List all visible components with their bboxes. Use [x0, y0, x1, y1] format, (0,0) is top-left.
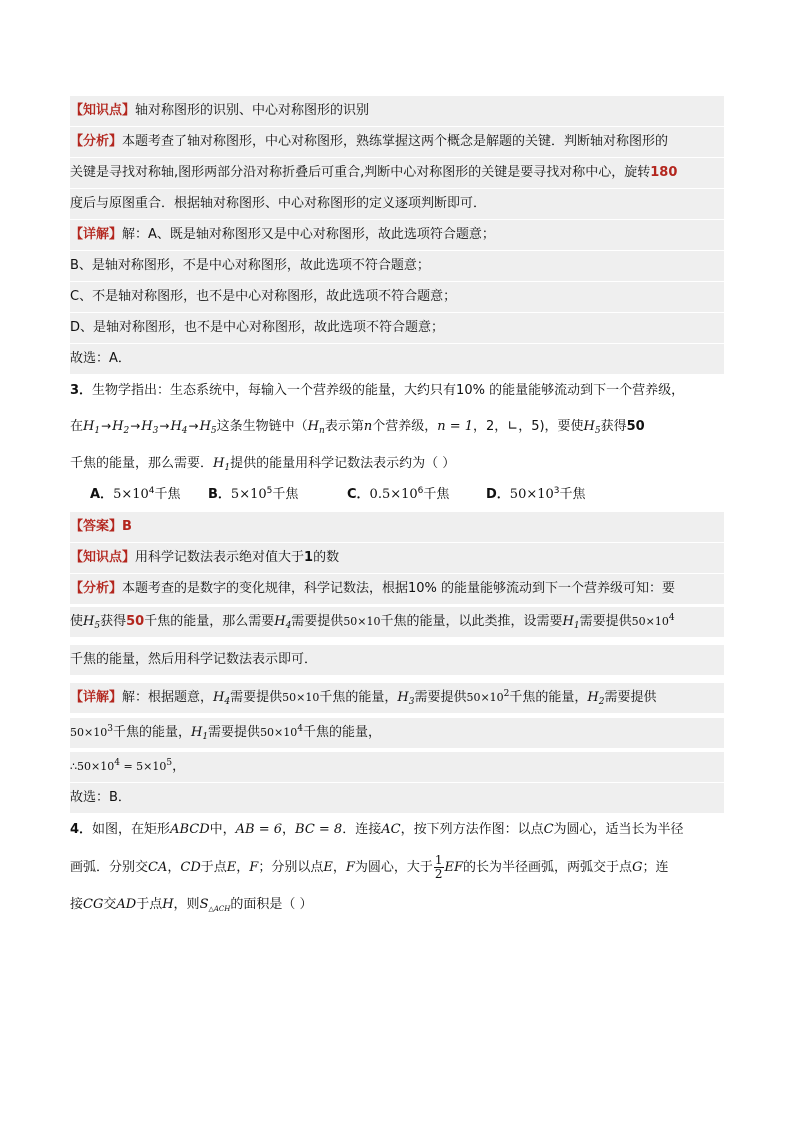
question-text: 中， — [209, 822, 236, 837]
analysis-text: 本题考查的是数字的变化规律，科学记数法，根据10% 的能量能够流动到下一个营养级可知：要 — [122, 581, 676, 596]
question-text: 的长为半径画弧，两弧交于点 — [463, 860, 633, 875]
math-var: CG — [83, 897, 104, 912]
question-number: 3． — [70, 383, 93, 398]
q2-knowledge-point — [70, 96, 724, 126]
detail-text: 故选：B． — [70, 790, 131, 805]
question-text: 提供的能量用科学记数法表示约为（ ） — [230, 456, 456, 471]
math-var: $H_1$ — [562, 614, 580, 631]
question-text: 表示第 — [324, 419, 364, 434]
math-var: CA — [148, 860, 168, 875]
math-expr: $50\times 10^2$ — [466, 689, 510, 704]
analysis-tag: 【分析】 — [70, 581, 123, 596]
math-var: AC — [381, 822, 401, 837]
math-var: $S_{\triangle ACH}$ — [199, 897, 231, 913]
math-var: CD — [180, 860, 201, 875]
detail-text: 需要提供 — [604, 690, 657, 705]
option-a: A．$5\times 10^4$千焦 — [90, 486, 181, 502]
q4-stem-line-1 — [70, 815, 724, 845]
question-text: 获得 — [600, 419, 627, 434]
math-var: E — [323, 860, 333, 875]
q2-analysis-line-3 — [70, 189, 724, 219]
detail-text: 解：A、既是轴对称图形又是中心对称图形，故此选项符合题意； — [122, 227, 495, 242]
math-var: G — [632, 860, 643, 875]
analysis-text: 需要提供 — [579, 614, 632, 629]
question-text: 千焦的能量，那么需要． — [70, 456, 214, 471]
question-text: ，则 — [173, 897, 200, 912]
analysis-text: 千焦的能量，然后用科学记数法表示即可． — [70, 652, 318, 667]
detail-tag: 【详解】 — [70, 690, 123, 705]
analysis-text: 使 — [70, 614, 84, 629]
detail-text: 需要提供 — [230, 690, 283, 705]
math-expr: 50×10 — [343, 615, 381, 628]
knowledge-point-text: 用科学记数法表示绝对值大于 — [135, 550, 305, 565]
knowledge-point-tag: 【知识点】 — [70, 550, 136, 565]
question-text: ，2，∟，5)，要使 — [473, 419, 584, 434]
math-expr: n = 1 — [437, 419, 474, 434]
math-var: $H_1$ — [213, 456, 231, 473]
answer-tag: 【答案】 — [70, 519, 123, 534]
analysis-number: 180 — [650, 165, 678, 180]
detail-text: 解：根据题意， — [122, 690, 214, 705]
detail-text: 千焦的能量， — [303, 725, 382, 740]
math-var: $H_4$ — [213, 690, 231, 707]
detail-text: ， — [172, 759, 186, 774]
detail-text: C、不是轴对称图形，也不是中心对称图形，故此选项不符合题意； — [70, 289, 457, 304]
question-number-value: 50 — [626, 419, 645, 434]
q3-options — [70, 480, 724, 510]
question-text: ， — [167, 860, 181, 875]
q3-analysis-line-1 — [70, 574, 724, 604]
detail-text: 千焦的能量， — [319, 690, 398, 705]
question-text: 的面积是（ ） — [230, 897, 313, 912]
analysis-number: 50 — [126, 614, 145, 629]
math-var: $H_2$ — [587, 690, 605, 707]
math-var: E — [226, 860, 237, 875]
math-var: AD — [116, 897, 137, 912]
question-text: ；分别以点 — [258, 860, 324, 875]
question-text: 为圆心，大于 — [354, 860, 433, 875]
q2-detail-line-3 — [70, 282, 724, 312]
option-c: C．$0.5\times 10^6$千焦 — [347, 486, 450, 502]
q2-detail-line-5 — [70, 344, 724, 374]
math-var: $H_5$ — [583, 419, 601, 436]
math-var: $H_5$ — [83, 614, 101, 631]
math-var: C — [543, 822, 554, 837]
q2-detail-line-2 — [70, 251, 724, 281]
q3-analysis-line-2 — [70, 607, 724, 637]
option-d: D．$50\times 10^3$千焦 — [486, 486, 586, 502]
detail-text: 需要提供 — [414, 690, 467, 705]
q4-stem-line-3 — [70, 890, 724, 920]
question-text: ， — [236, 860, 250, 875]
math-var: n — [363, 419, 373, 434]
math-var: $H_3$ — [397, 690, 415, 707]
food-chain-formula: $H_1\to H_2\to H_3\to H_4\to H_5$ — [83, 419, 217, 436]
math-var: F — [249, 860, 259, 875]
knowledge-point-tag: 【知识点】 — [70, 103, 136, 118]
q3-stem-line-2 — [70, 411, 724, 441]
detail-text: 千焦的能量， — [112, 725, 191, 740]
analysis-text: 获得 — [100, 614, 127, 629]
question-text: ， — [332, 860, 346, 875]
analysis-text: 千焦的能量，以此类推，设需要 — [380, 614, 563, 629]
question-text: ；连 — [642, 860, 669, 875]
knowledge-point-number: 1 — [304, 550, 314, 565]
detail-tag: 【详解】 — [70, 227, 123, 242]
q3-analysis-line-3 — [70, 645, 724, 675]
fraction-one-half: $\frac{1}{2}$ — [434, 853, 443, 881]
q3-stem-line-1 — [70, 376, 724, 406]
analysis-text: 需要提供 — [291, 614, 344, 629]
question-number: 4． — [70, 822, 93, 837]
question-text: ．连接 — [342, 822, 382, 837]
math-var: EF — [444, 860, 464, 875]
math-expr: AB = 6 — [235, 822, 283, 837]
q2-analysis-line-1 — [70, 127, 724, 157]
question-text: 生物学指出：生态系统中，每输入一个营养级的能量，大约只有10% 的能量能够流动到下一个营养级， — [92, 383, 685, 398]
math-expr: $50\times 10^4$ — [631, 613, 675, 628]
math-var: $H_n$ — [307, 419, 325, 436]
detail-text: B、是轴对称图形，不是中心对称图形，故此选项不符合题意； — [70, 258, 430, 273]
question-text: 为圆心，适当长为半径 — [553, 822, 684, 837]
question-text: 于点 — [200, 860, 227, 875]
q3-answer — [70, 512, 724, 542]
question-text: ， — [282, 822, 296, 837]
knowledge-point-text: 的数 — [313, 550, 340, 565]
analysis-text: 千焦的能量，那么需要 — [144, 614, 275, 629]
question-text: 画弧．分别交 — [70, 860, 149, 875]
q2-analysis-line-2 — [70, 158, 724, 188]
question-text: 于点 — [136, 897, 163, 912]
analysis-tag: 【分析】 — [70, 134, 123, 149]
math-expr: $50\times 10^4$ — [260, 724, 304, 739]
math-expr: $50\times 10^3$ — [70, 724, 113, 739]
question-text: 交 — [103, 897, 117, 912]
answer-value: B — [122, 519, 132, 534]
q3-detail-line-2 — [70, 718, 724, 748]
option-b: B．$5\times 10^5$千焦 — [208, 486, 299, 502]
question-text: 这条生物链中（ — [216, 419, 308, 434]
question-text: 个营养级， — [372, 419, 438, 434]
q3-detail-line-4 — [70, 783, 724, 813]
q3-detail-line-1 — [70, 683, 724, 713]
analysis-text: 关键是寻找对称轴,图形两部分沿对称折叠后可重合,判断中心对称图形的关键是要寻找对称中心，旋转 — [70, 165, 651, 180]
analysis-text: 度后与原图重合．根据轴对称图形、中心对称图形的定义逐项判断即可． — [70, 196, 487, 211]
knowledge-point-text: 轴对称图形的识别、中心对称图形的识别 — [135, 103, 370, 118]
math-var: ABCD — [170, 822, 210, 837]
math-var: $H_1$ — [190, 725, 209, 742]
detail-text: 千焦的能量， — [509, 690, 588, 705]
q2-detail-line-4 — [70, 313, 724, 343]
q3-knowledge-point — [70, 543, 724, 573]
math-expr: 50×10 — [282, 691, 320, 704]
math-var: $H_4$ — [274, 614, 292, 631]
question-text: 如图，在矩形 — [92, 822, 171, 837]
question-text: 接 — [70, 897, 84, 912]
question-text: 在 — [70, 419, 84, 434]
detail-text: D、是轴对称图形，也不是中心对称图形，故此选项不符合题意； — [70, 320, 445, 335]
math-var: F — [345, 860, 355, 875]
q3-stem-line-3 — [70, 449, 724, 479]
q2-detail-line-1 — [70, 220, 724, 250]
analysis-text: 本题考查了轴对称图形，中心对称图形，熟练掌握这两个概念是解题的关键．判断轴对称图形的 — [122, 134, 669, 149]
math-var: H — [162, 897, 174, 912]
math-expr: BC = 8 — [295, 822, 343, 837]
math-expr: $\therefore 50\times 10^4 = 5\times 10^5$ — [70, 758, 173, 773]
q3-detail-line-3 — [70, 752, 724, 782]
q4-stem-line-2 — [70, 848, 724, 888]
detail-text: 需要提供 — [208, 725, 261, 740]
question-text: ，按下列方法作图：以点 — [400, 822, 544, 837]
detail-text: 故选：A． — [70, 351, 131, 366]
